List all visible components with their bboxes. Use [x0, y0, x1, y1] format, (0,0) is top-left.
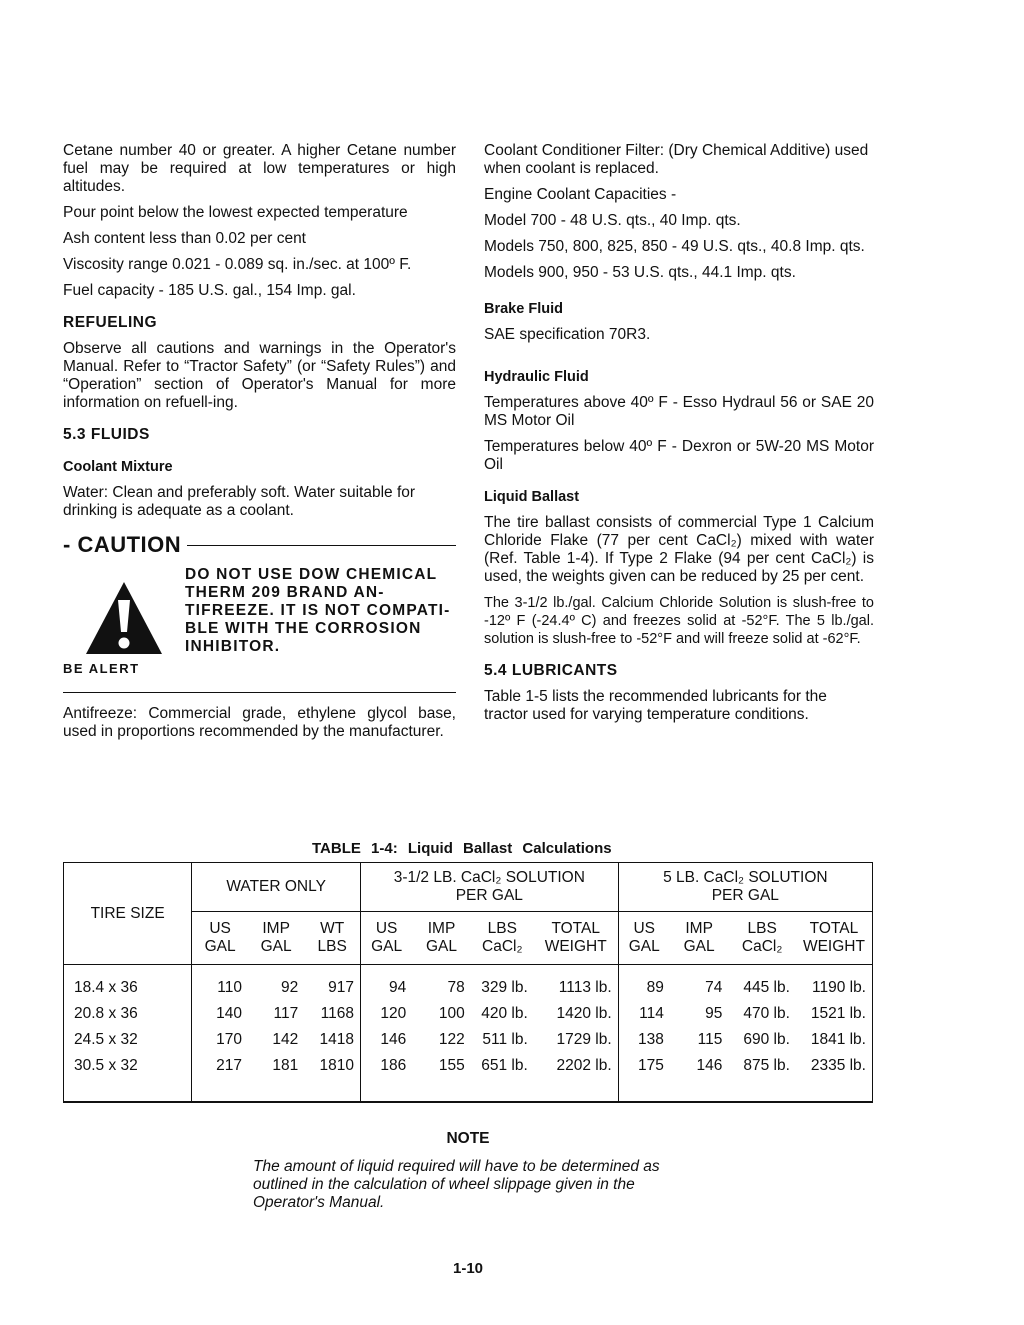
table-cell: 445 lb.: [743, 979, 790, 996]
table-cell: 329 lb.: [481, 979, 528, 996]
page-number: 1-10: [452, 1260, 484, 1277]
table-cell: 181: [272, 1057, 299, 1074]
be-alert-label: BE ALERT: [63, 661, 140, 676]
hydraulic-fluid-heading: Hydraulic Fluid: [484, 369, 589, 385]
table-cell: 92: [281, 979, 299, 996]
table-cell: 217: [216, 1057, 243, 1074]
table-row: [64, 1001, 873, 1027]
caution-rule: [187, 545, 456, 546]
table-cell: 155: [438, 1057, 465, 1074]
table-body: [64, 965, 873, 1103]
tire-size-header: TIRE SIZE: [90, 904, 165, 922]
table-cell: 95: [705, 1005, 723, 1022]
cetane-paragraph: Cetane number 40 or greater. A higher Cetane number fuel may be required at low temperatures or high altitudes.: [63, 142, 456, 195]
s35-lbs-cacl2-header: LBS CaCl₂: [471, 912, 534, 965]
tire-size-header-cell: [64, 863, 192, 965]
solution-35-header: [361, 863, 619, 912]
table-cell: 186: [380, 1057, 407, 1074]
table-cell: 651 lb.: [481, 1057, 528, 1074]
table-cell: 875 lb.: [743, 1057, 790, 1074]
left-column: [63, 142, 456, 749]
table-cell: 94: [389, 979, 407, 996]
table-group-header-row: [64, 863, 873, 912]
s5-total-weight-header: TOTAL WEIGHT: [796, 912, 873, 965]
liquid-ballast-heading: Liquid Ballast: [484, 489, 580, 505]
table-cell: 138: [638, 1031, 664, 1048]
caution-header: [63, 532, 456, 557]
lubricants-paragraph: Table 1-5 lists the recommended lubricants for the tractor used for varying temperature conditions.: [484, 688, 827, 723]
viscosity-paragraph: Viscosity range 0.021 - 0.089 sq. in./sec. at 100º F.: [63, 256, 412, 273]
table-cell: 420 lb.: [481, 1005, 528, 1022]
models-750-850-capacity: Models 750, 800, 825, 850 - 49 U.S. qts., 40.8 Imp. qts.: [484, 238, 865, 255]
alert-symbol: [63, 566, 185, 678]
solution-35-line1: 3-1/2 LB. CaCl₂ SOLUTION: [393, 869, 585, 886]
table-cell: 470 lb.: [743, 1005, 790, 1022]
hydraulic-below-paragraph: Temperatures below 40º F - Dexron or 5W-20 MS Motor Oil: [484, 438, 874, 473]
table-cell: 2335 lb.: [810, 1057, 866, 1074]
table-cell: 170: [216, 1031, 243, 1048]
table-cell: 1729 lb.: [534, 1027, 618, 1053]
table-row: [64, 1053, 873, 1102]
brake-fluid-heading: Brake Fluid: [484, 301, 563, 317]
models-900-950-capacity: Models 900, 950 - 53 U.S. qts., 44.1 Imp. qts.: [484, 264, 796, 281]
table-cell: 1113 lb.: [534, 965, 618, 1002]
table-cell: 140: [216, 1005, 243, 1022]
table-cell: 1418: [304, 1027, 360, 1053]
s5-lbs-cacl2-header: LBS CaCl₂: [728, 912, 796, 965]
fuel-capacity-paragraph: Fuel capacity - 185 U.S. gal., 154 Imp. gal.: [63, 282, 356, 299]
lubricants-heading: 5.4 LUBRICANTS: [484, 662, 618, 679]
table-cell: 115: [697, 1031, 723, 1048]
table-cell: 175: [638, 1057, 664, 1074]
caution-title: - CAUTION: [63, 532, 182, 557]
table-cell: 2202 lb.: [534, 1053, 618, 1102]
water-wt-lbs-header: WT LBS: [304, 912, 360, 965]
s35-total-weight-header: TOTAL WEIGHT: [534, 912, 618, 965]
tire-size-cell: 24.5 x 32: [64, 1027, 192, 1053]
warning-triangle-icon: [84, 580, 164, 658]
table-caption: TABLE 1-4: Liquid Ballast Calculations: [312, 840, 612, 857]
solution-35-line2: PER GAL: [455, 887, 523, 904]
caution-divider: [63, 692, 456, 693]
water-us-gal-header: US GAL: [192, 912, 248, 965]
table-cell: 1168: [304, 1001, 360, 1027]
s35-us-gal-header: US GAL: [361, 912, 413, 965]
water-only-header: WATER ONLY: [192, 863, 361, 912]
table-cell: 114: [639, 1005, 664, 1022]
coolant-capacities-label: Engine Coolant Capacities -: [484, 186, 677, 203]
s5-us-gal-header: US GAL: [618, 912, 670, 965]
table-cell: 146: [696, 1057, 723, 1074]
table-cell: 146: [380, 1031, 407, 1048]
table-row: [64, 965, 873, 1002]
table-cell: 78: [447, 979, 465, 996]
table-cell: 690 lb.: [743, 1031, 790, 1048]
table-cell: 110: [217, 979, 243, 996]
water-imp-gal-header: IMP GAL: [248, 912, 304, 965]
hydraulic-above-paragraph: Temperatures above 40º F - Esso Hydraul 56 or SAE 20 MS Motor Oil: [484, 394, 874, 429]
table-cell: 1420 lb.: [534, 1001, 618, 1027]
table-cell: 511 lb.: [482, 1031, 528, 1048]
s5-imp-gal-header: IMP GAL: [670, 912, 729, 965]
fluids-heading: 5.3 FLUIDS: [63, 426, 150, 443]
s35-imp-gal-header: IMP GAL: [412, 912, 471, 965]
coolant-mixture-paragraph: Water: Clean and preferably soft. Water suitable for drinking is adequate as a coolant.: [63, 484, 416, 519]
table-cell: 122: [438, 1031, 465, 1048]
refueling-paragraph: Observe all cautions and warnings in the Operator's Manual. Refer to “Tractor Safety” (or “Safety Rules”) and “Operation” section of Operator's Manual for more information on refuell-ing.: [63, 340, 456, 411]
table-row: [64, 1027, 873, 1053]
solution-5-line2: PER GAL: [711, 887, 779, 904]
tire-size-cell: 20.8 x 36: [64, 1001, 192, 1027]
table-cell: 142: [272, 1031, 299, 1048]
table-cell: 74: [705, 979, 723, 996]
liquid-ballast-table: [63, 862, 873, 1103]
ash-content-paragraph: Ash content less than 0.02 per cent: [63, 230, 306, 247]
note-text: The amount of liquid required will have to be determined as outlined in the calculation of wheel slippage given in the Operator's Manual.: [253, 1158, 660, 1211]
table-cell: 117: [273, 1005, 299, 1022]
model-700-capacity: Model 700 - 48 U.S. qts., 40 Imp. qts.: [484, 212, 741, 229]
table-cell: 1521 lb.: [810, 1005, 866, 1022]
note-title: NOTE: [446, 1130, 490, 1147]
table-cell: 1810: [304, 1053, 360, 1102]
caution-text: DO NOT USE DOW CHEMICAL THERM 209 BRAND AN-TIFREEZE. IT IS NOT COMPATI-BLE WITH THE CORROSION INHIBITOR.: [185, 566, 451, 655]
solution-5-header: [618, 863, 872, 912]
refueling-heading: REFUELING: [63, 314, 158, 331]
table-cell: 120: [380, 1005, 407, 1022]
coolant-mixture-heading: Coolant Mixture: [63, 459, 173, 475]
table-cell: 100: [438, 1005, 465, 1022]
table-cell: 917: [304, 965, 360, 1002]
ballast-paragraph-2: The 3-1/2 lb./gal. Calcium Chloride Solution is slush-free to -12º F (-24.4º C) and freezes solid at -52°F. The 5 lb./gal. solution is slush-free to -52°F and will freeze solid at -62°F.: [484, 595, 874, 647]
antifreeze-paragraph: Antifreeze: Commercial grade, ethylene glycol base, used in proportions recommended by the manufacturer.: [63, 705, 456, 740]
coolant-filter-paragraph: Coolant Conditioner Filter: (Dry Chemical Additive) used when coolant is replaced.: [484, 142, 869, 177]
caution-box: [63, 566, 456, 678]
right-column: [484, 142, 874, 732]
table-cell: 1841 lb.: [810, 1031, 866, 1048]
table-cell: 89: [646, 979, 664, 996]
tire-size-cell: 18.4 x 36: [64, 965, 192, 1002]
pour-point-paragraph: Pour point below the lowest expected temperature: [63, 204, 408, 221]
solution-5-line1: 5 LB. CaCl₂ SOLUTION: [663, 869, 828, 886]
table-cell: 1190 lb.: [811, 979, 866, 996]
tire-size-cell: 30.5 x 32: [64, 1053, 192, 1102]
ballast-paragraph-1: The tire ballast consists of commercial Type 1 Calcium Chloride Flake (77 per cent CaCl₂) mixed with water (Ref. Table 1-4). If Type 2 Flake (94 per cent CaCl₂) is used, the weights given can be reduced by 25 per cent.: [484, 514, 874, 585]
brake-fluid-paragraph: SAE specification 70R3.: [484, 326, 651, 343]
